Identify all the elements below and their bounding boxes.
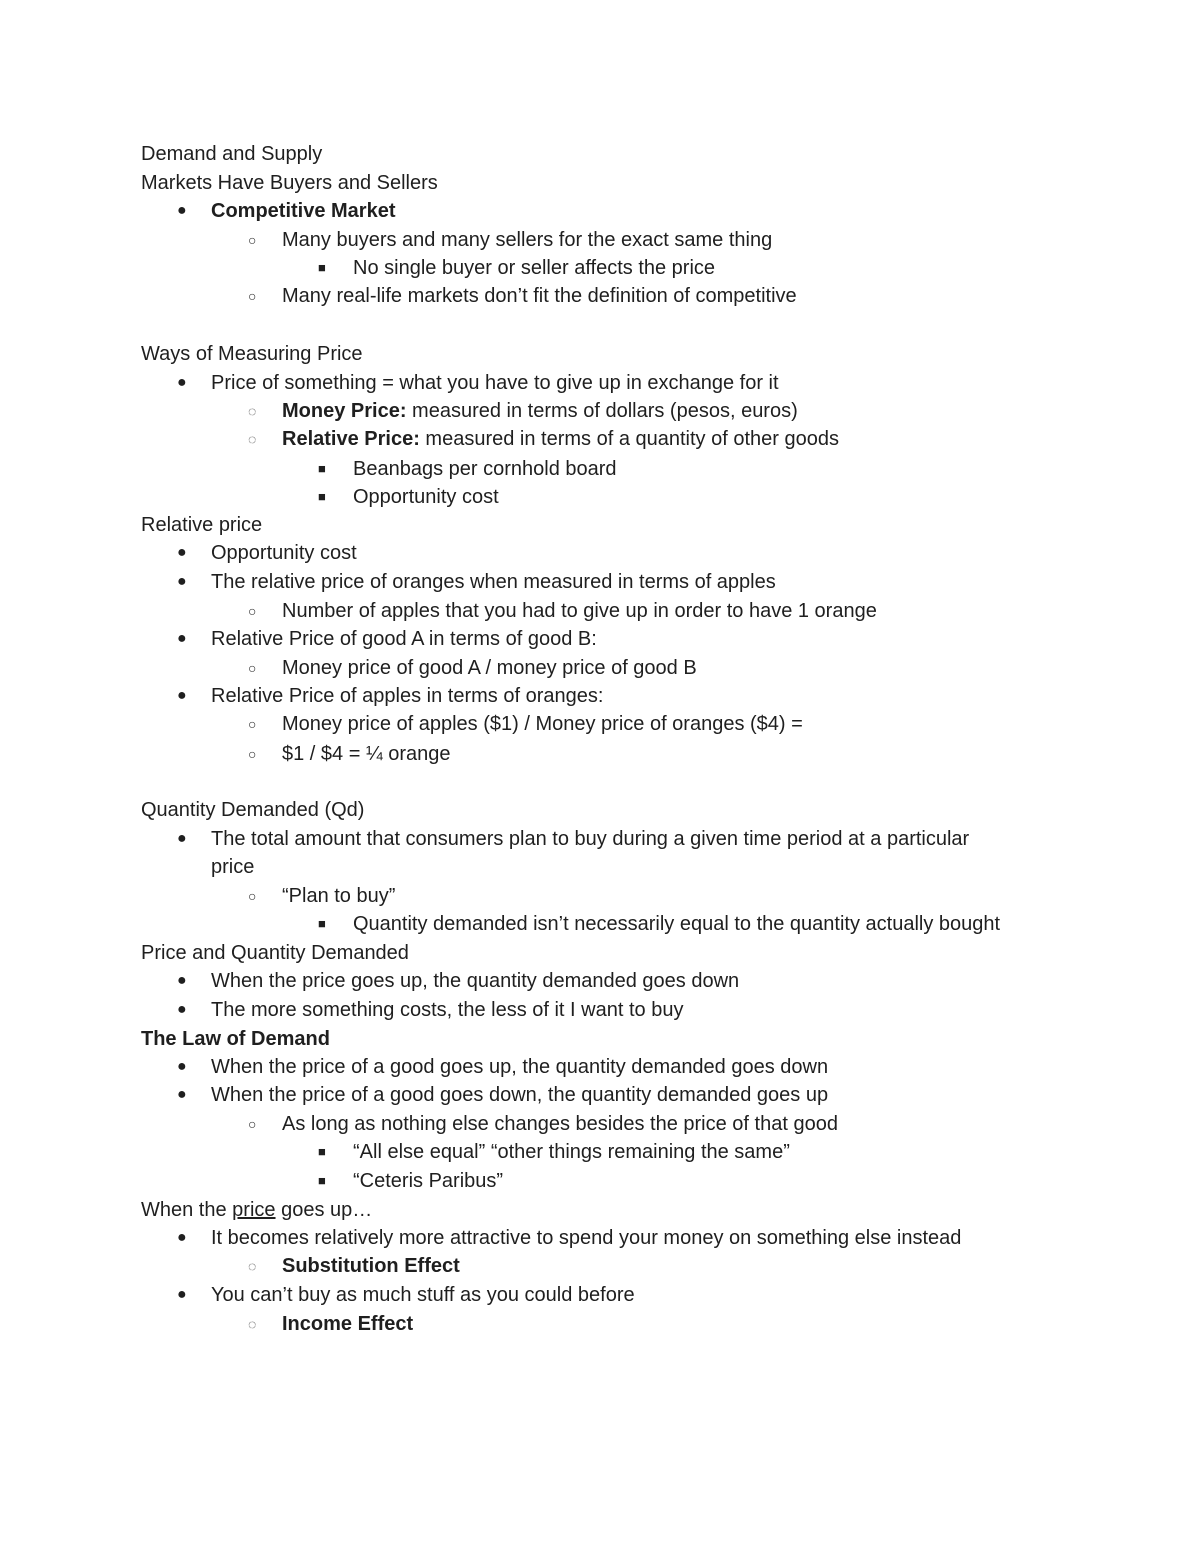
text-run: The total amount that consumers plan to buy during a given time period at a particular xyxy=(211,828,970,850)
bullet-icon: ○ xyxy=(248,660,257,676)
bullet-icon: ■ xyxy=(318,916,326,931)
line-text xyxy=(211,369,779,397)
bullet-icon: ◌ xyxy=(248,1316,257,1332)
bullet-icon: ○ xyxy=(248,716,257,732)
line-text xyxy=(211,539,357,567)
bullet-icon: ● xyxy=(177,1286,187,1303)
text-run: Quantity Demanded (Qd) xyxy=(141,799,365,821)
bullet-icon: ● xyxy=(177,1086,187,1103)
text-run: Relative Price of apples in terms of oranges: xyxy=(211,685,604,707)
text-run: Relative price xyxy=(141,514,263,536)
text-run: measured in terms of a quantity of other goods xyxy=(419,428,839,450)
text-run: Relative Price of good A in terms of good B: xyxy=(211,628,597,650)
line-text xyxy=(141,511,262,539)
text-run: When the xyxy=(141,1199,233,1221)
line-text xyxy=(282,282,797,310)
text-run: Opportunity cost xyxy=(211,542,357,564)
line-text xyxy=(353,254,715,282)
line-text xyxy=(211,967,739,995)
bullet-icon: ● xyxy=(177,374,187,391)
bullet-icon: ■ xyxy=(318,1144,326,1159)
line-text xyxy=(211,625,597,653)
bullet-icon: ● xyxy=(177,202,187,219)
bullet-icon: ● xyxy=(177,1058,187,1075)
line-text xyxy=(141,140,322,168)
bullet-icon: ○ xyxy=(248,1116,257,1132)
text-run: It becomes relatively more attractive to spend your money on something else instead xyxy=(211,1227,962,1249)
line-text xyxy=(282,1110,838,1138)
text-run: Beanbags per cornhold board xyxy=(353,458,617,480)
bullet-icon: ■ xyxy=(318,489,326,504)
line-text xyxy=(211,1081,828,1109)
text-run: “All else equal” “other things remaining the same” xyxy=(353,1141,790,1163)
text-run: Quantity demanded isn’t necessarily equal to the quantity actually bought xyxy=(353,913,1001,935)
line-text xyxy=(211,853,254,881)
bullet-icon: ■ xyxy=(318,1173,326,1188)
line-text xyxy=(353,910,1000,938)
line-text xyxy=(141,1025,330,1053)
line-text xyxy=(353,455,617,483)
bullet-icon: ● xyxy=(177,687,187,704)
text-run: Opportunity cost xyxy=(353,486,499,508)
text-run: The relative price of oranges when measured in terms of apples xyxy=(211,571,776,593)
bullet-icon: ● xyxy=(177,544,187,561)
text-run: Many buyers and many sellers for the exact same thing xyxy=(282,229,773,251)
line-text xyxy=(211,197,396,225)
text-run: Markets Have Buyers and Sellers xyxy=(141,172,438,194)
line-text xyxy=(282,740,450,768)
line-text xyxy=(141,169,438,197)
line-text xyxy=(353,1138,790,1166)
bullet-icon: ■ xyxy=(318,461,326,476)
text-run: No single buyer or seller affects the price xyxy=(353,257,716,279)
line-text xyxy=(282,710,803,738)
bullet-icon: ● xyxy=(177,573,187,590)
bullet-icon: ● xyxy=(177,1229,187,1246)
bullet-icon: ● xyxy=(177,972,187,989)
bullet-icon: ◌ xyxy=(248,431,257,447)
bullet-icon: ○ xyxy=(248,603,257,619)
text-run: Ways of Measuring Price xyxy=(141,343,363,365)
bullet-icon: ● xyxy=(177,830,187,847)
text-run: Substitution Effect xyxy=(282,1255,460,1277)
bullet-icon: ○ xyxy=(248,288,257,304)
text-run: Price and Quantity Demanded xyxy=(141,942,409,964)
text-run: When the price goes up, the quantity demanded goes down xyxy=(211,970,740,992)
text-run: Income Effect xyxy=(282,1313,414,1335)
text-run: Money price of good A / money price of good B xyxy=(282,657,697,679)
line-text xyxy=(211,1053,828,1081)
line-text xyxy=(141,939,409,967)
line-text xyxy=(282,654,697,682)
line-text xyxy=(282,882,395,910)
line-text xyxy=(282,1310,413,1338)
text-run: Demand and Supply xyxy=(141,143,323,165)
text-run: “Ceteris Paribus” xyxy=(353,1170,504,1192)
text-run: “Plan to buy” xyxy=(282,885,396,907)
text-run: When the price of a good goes up, the quantity demanded goes down xyxy=(211,1056,829,1078)
line-text xyxy=(282,1252,460,1280)
text-run: measured in terms of dollars (pesos, euros) xyxy=(406,400,798,422)
text-run: Price of something = what you have to give up in exchange for it xyxy=(211,372,779,394)
line-text xyxy=(282,226,772,254)
text-run: Money Price: xyxy=(282,400,407,422)
line-text xyxy=(353,483,499,511)
text-run: The Law of Demand xyxy=(141,1028,330,1050)
text-run: Number of apples that you had to give up in order to have 1 orange xyxy=(282,600,877,622)
text-run: As long as nothing else changes besides the price of that good xyxy=(282,1113,838,1135)
text-run: $1 / $4 = ¼ orange xyxy=(282,743,451,765)
line-text xyxy=(353,1167,503,1195)
bullet-icon: ○ xyxy=(248,888,257,904)
text-run: price xyxy=(232,1199,276,1221)
line-text xyxy=(211,1224,961,1252)
text-run: Relative Price: xyxy=(282,428,420,450)
bullet-icon: ◌ xyxy=(248,1258,257,1274)
bullet-icon: ○ xyxy=(248,232,257,248)
line-text xyxy=(211,682,603,710)
bullet-icon: ● xyxy=(177,1001,187,1018)
bullet-icon: ○ xyxy=(248,746,257,762)
line-text xyxy=(211,568,776,596)
line-text xyxy=(282,597,877,625)
text-run: When the price of a good goes down, the quantity demanded goes up xyxy=(211,1084,829,1106)
bullet-icon: ■ xyxy=(318,260,326,275)
line-text xyxy=(282,425,839,453)
line-text xyxy=(211,996,683,1024)
bullet-icon: ● xyxy=(177,630,187,647)
bullet-icon: ◌ xyxy=(248,403,257,419)
text-run: You can’t buy as much stuff as you could before xyxy=(211,1284,635,1306)
text-run: The more something costs, the less of it I want to buy xyxy=(211,999,684,1021)
text-run: Many real-life markets don’t fit the definition of competitive xyxy=(282,285,797,307)
text-run: price xyxy=(211,856,255,878)
line-text xyxy=(141,1196,372,1224)
text-run: goes up… xyxy=(275,1199,373,1221)
text-run: Money price of apples ($1) / Money price of oranges ($4) = xyxy=(282,713,803,735)
line-text xyxy=(211,1281,635,1309)
line-text xyxy=(211,825,969,853)
line-text xyxy=(141,340,363,368)
text-run: Competitive Market xyxy=(211,200,396,222)
line-text xyxy=(282,397,798,425)
line-text xyxy=(141,796,364,824)
